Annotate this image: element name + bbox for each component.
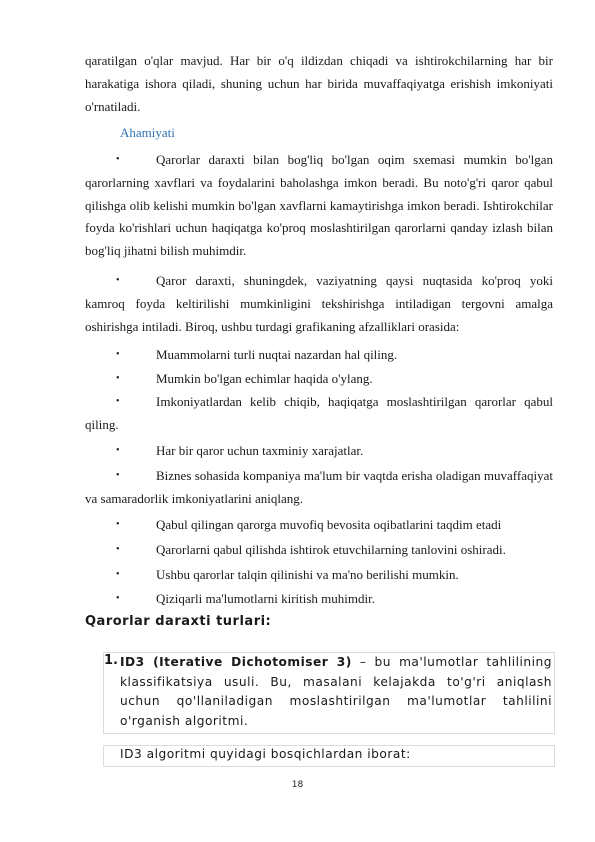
bullet-item (85, 391, 553, 437)
bullet-text: Muammolarni turli nuqtai nazardan hal qiling. (156, 347, 398, 362)
page-number: 18 (291, 780, 304, 790)
bullet-marker: • (116, 275, 120, 286)
bullet-text: Imkoniyatlardan kelib chiqib, haqiqatga moslashtirilgan qarorlar qabul qiling. (85, 394, 553, 432)
bullet-text: Mumkin bo'lgan echimlar haqida o'ylang. (156, 371, 373, 386)
intro-paragraph: qaratilgan o'qlar mavjud. Har bir o'q ildizdan chiqadi va ishtirokchilarning har bir harakatiga ishora qiladi, shuning uchun har birida muvaffaqiyatga erishish imkoniyati o'rnatiladi. (85, 53, 553, 114)
bullet-marker: • (116, 470, 120, 481)
bullet-text: Qarorlarni qabul qilishda ishtirok etuvchilarning tanlovini oshiradi. (156, 542, 506, 557)
bullet-marker: • (116, 519, 120, 530)
bullet-item (85, 564, 553, 587)
list-item-body: – bu ma'lumotlar tahlilining klassifikatsiya usuli. Bu, masalani kelajakda to'g'ri aniqlash uchun qo'llaniladigan moslashtirilgan ma'lumotlar tahlilini o'rganish algoritmi. (120, 655, 552, 728)
subheading-ahamiyati: Ahamiyati (120, 125, 175, 140)
bullet-text: Qarorlar daraxti bilan bog'liq bo'lgan oqim sxemasi mumkin bo'lgan qarorlarning xavflari va foydalarini baholashga imkon beradi. Bu noto'g'ri qaror qabul qilishga olib kelishi mumkin bo'lgan xavflarni kamaytirishga imkon beradi. Ishtirokchilar foyda ko'rishlari uchun haqiqatga ko'proq moslashtirilgan qarorlarni qanday izlash bilan bog'liq jihatni bilish muhimdir. (85, 152, 553, 259)
bullet-marker: • (116, 544, 120, 555)
list-number: 1. (104, 653, 118, 668)
bullet-text: Qiziqarli ma'lumotlarni kiritish muhimdir. (156, 591, 375, 606)
bullet-text: Biznes sohasida kompaniya ma'lum bir vaqtda erisha oladigan muvaffaqiyat va samaradorlik imkoniyatlarini aniqlang. (85, 468, 553, 506)
bullet-marker: • (116, 445, 120, 456)
bullet-item (85, 440, 553, 463)
bullet-item (85, 149, 553, 263)
bullet-marker: • (116, 154, 120, 165)
bullet-marker: • (116, 569, 120, 580)
bullet-item (85, 465, 553, 511)
bullet-item (85, 514, 553, 537)
bullet-text: Ushbu qarorlar talqin qilinishi va ma'no berilishi mumkin. (156, 567, 459, 582)
list-item-title: ID3 (Iterative Dichotomiser 3) (120, 655, 352, 669)
bullet-item (85, 368, 553, 391)
bullet-text: Har bir qaror uchun taxminiy xarajatlar. (156, 443, 364, 458)
bullet-item (85, 270, 553, 338)
bullet-marker: • (116, 349, 120, 360)
bullet-marker: • (116, 373, 120, 384)
bullet-text: Qaror daraxti, shuningdek, vaziyatning qaysi nuqtasida ko'proq yoki kamroq foyda keltirilishi mumkinligini tekshirishga intiladigan tergovni amalga oshirishga intiladi. Biroq, ushbu turdagi grafikaning afzalliklari orasida: (85, 273, 553, 334)
list-item-text (120, 653, 552, 731)
bullet-item (85, 588, 553, 611)
bullet-text: Qabul qilingan qarorga muvofiq bevosita oqibatlarini taqdim etadi (156, 517, 502, 532)
bullet-marker: • (116, 396, 120, 407)
bullet-item (85, 539, 553, 562)
section-heading: Qarorlar daraxti turlari: (85, 614, 272, 629)
followup-line: ID3 algoritmi quyidagi bosqichlardan iborat: (120, 747, 411, 761)
bullet-item (85, 344, 553, 367)
bullet-marker: • (116, 593, 120, 604)
